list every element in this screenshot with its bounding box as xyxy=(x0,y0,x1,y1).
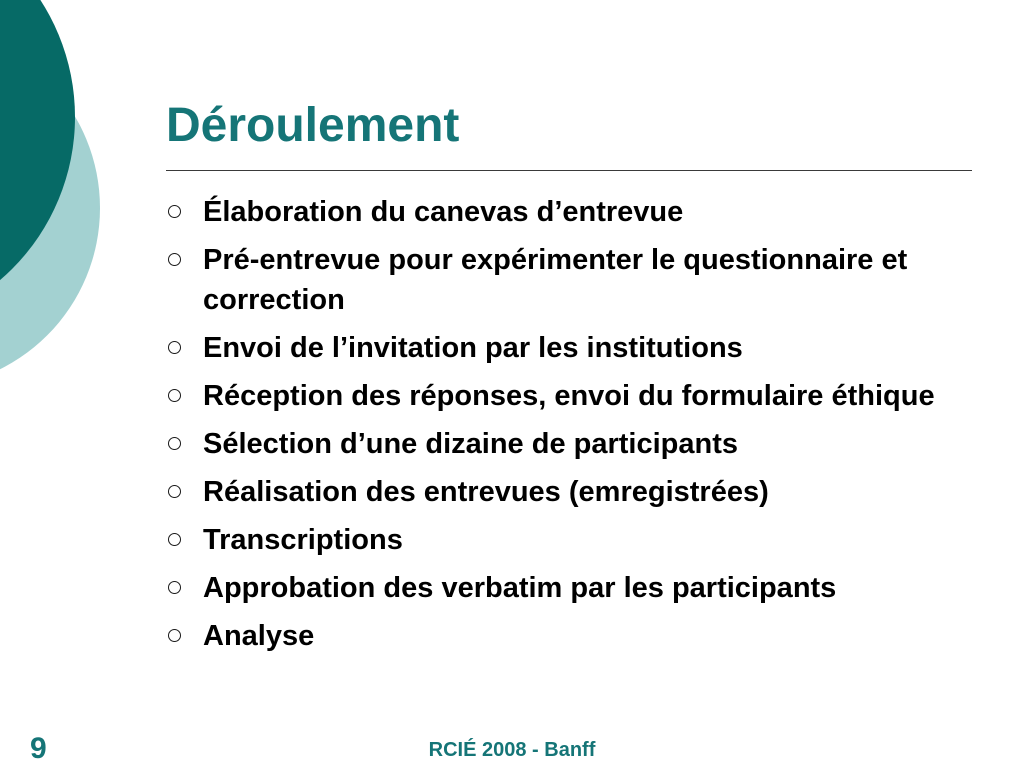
bullet-item xyxy=(166,424,966,464)
hollow-circle-icon xyxy=(168,253,181,266)
hollow-circle-icon xyxy=(168,533,181,546)
bullet-text: Analyse xyxy=(203,620,315,652)
hollow-circle-icon xyxy=(168,485,181,498)
footer-text: RCIÉ 2008 - Banff xyxy=(428,739,596,761)
bullet-text: Approbation des verbatim par les participants xyxy=(203,572,837,604)
hollow-circle-icon xyxy=(168,389,181,402)
bullet-item xyxy=(166,192,966,232)
bullet-item xyxy=(166,568,966,608)
bullet-item xyxy=(166,616,966,656)
hollow-circle-icon xyxy=(168,629,181,642)
bullet-list xyxy=(166,192,966,664)
bullet-item xyxy=(166,240,966,320)
bullet-text: Pré-entrevue pour expérimenter le questionnaire et correction xyxy=(203,244,908,316)
title-divider xyxy=(166,170,972,171)
bullet-text: Élaboration du canevas d’entrevue xyxy=(203,196,684,228)
slide-title: Déroulement xyxy=(166,99,460,152)
bullet-text: Envoi de l’invitation par les institutions xyxy=(203,332,743,364)
bullet-item xyxy=(166,376,966,416)
bullet-item xyxy=(166,328,966,368)
page-number: 9 xyxy=(30,732,47,765)
hollow-circle-icon xyxy=(168,341,181,354)
hollow-circle-icon xyxy=(168,437,181,450)
bullet-text: Sélection d’une dizaine de participants xyxy=(203,428,738,460)
hollow-circle-icon xyxy=(168,205,181,218)
bullet-item xyxy=(166,472,966,512)
hollow-circle-icon xyxy=(168,581,181,594)
bullet-text: Réception des réponses, envoi du formulaire éthique xyxy=(203,380,935,412)
bullet-item xyxy=(166,520,966,560)
bullet-text: Réalisation des entrevues (emregistrées) xyxy=(203,476,769,508)
bullet-text: Transcriptions xyxy=(203,524,403,556)
